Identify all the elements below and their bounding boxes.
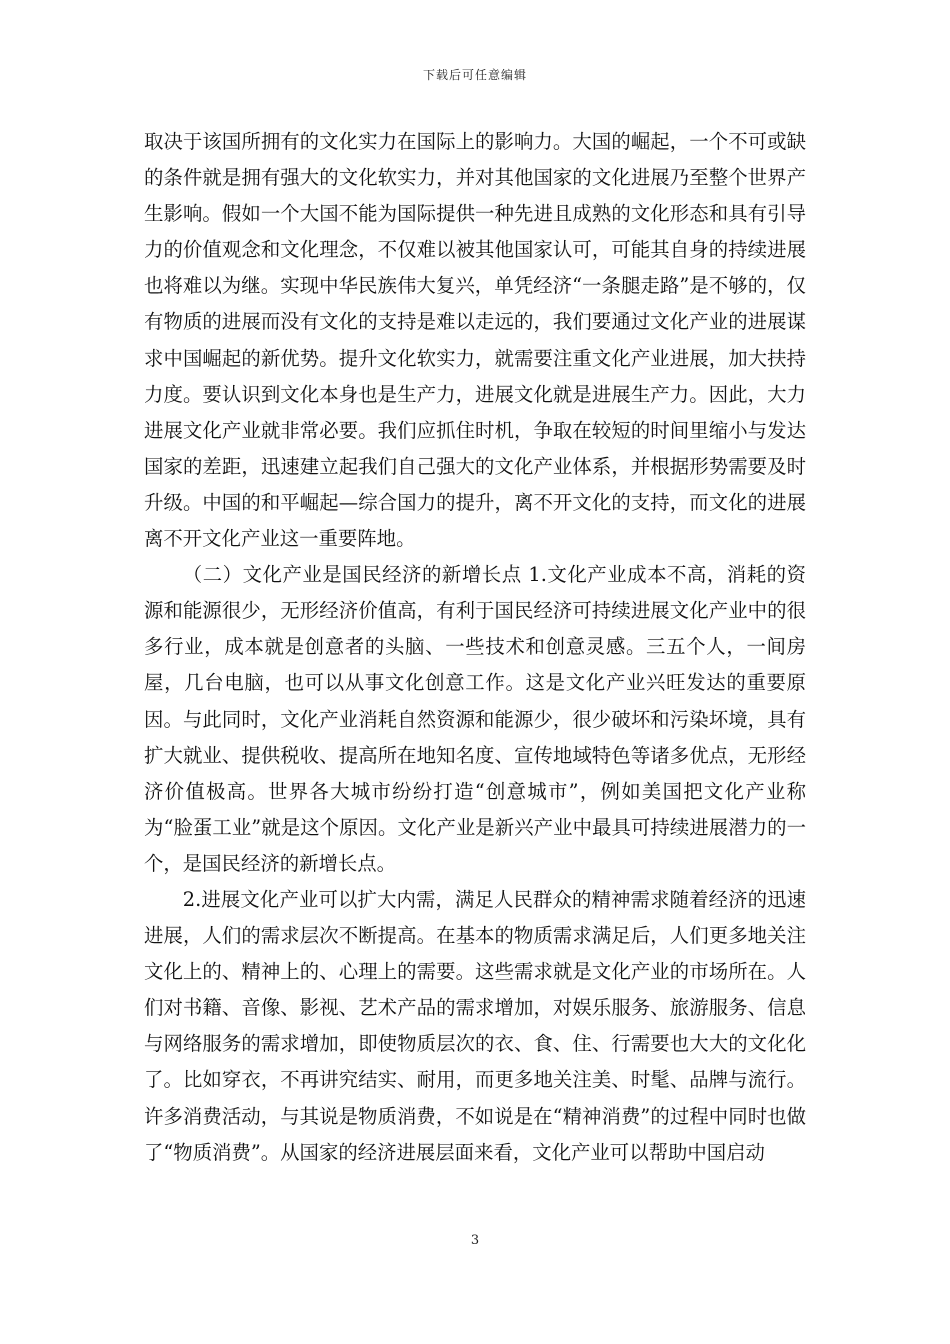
paragraph-section-two: （二）文化产业是国民经济的新增长点 1.文化产业成本不高，消耗的资源和能源很少，无形经济价值高，有利于国民经济可持续进展文化产业中的很多行业，成本就是创意者的头脑、一些技术和创意灵感。三五个人，一间房屋，几台电脑，也可以从事文化创意工作。这是文化产业兴旺发达的重要原因。与此同时，文化产业消耗自然资源和能源少，很少破坏和污染坏境，具有扩大就业、提供税收、提高所在地知名度、宣传地域特色等诸多优点，无形经济价值极高。世界各大城市纷纷打造“创意城市”，例如美国把文化产业称为“脸蛋工业”就是这个原因。文化产业是新兴产业中最具可持续进展潜力的一个，是国民经济的新增长点。 [144,563,806,875]
paragraph-point-two: 2.进展文化产业可以扩大内需，满足人民群众的精神需求随着经济的迅速进展，人们的需求层次不断提高。在基本的物质需求满足后，人们更多地关注文化上的、精神上的、心理上的需要。这些需求就是文化产业的市场所在。人们对书籍、音像、影视、艺术产品的需求增加，对娱乐服务、旅游服务、信息与网络服务的需求增加，即使物质层次的衣、食、住、行需要也大大的文化化了。比如穿衣，不再讲究结实、耐用，而更多地关注美、时髦、品牌与流行。许多消费活动，与其说是物质消费，不如说是在“精神消费”的过程中同时也做了“物质消费”。从国家的经济进展层面来看，文化产业可以帮助中国启动 [144,887,806,1164]
page-header: 下载后可任意编辑 [422,68,527,82]
document-body [144,124,806,1171]
paragraph-continuation: 取决于该国所拥有的文化实力在国际上的影响力。大国的崛起，一个不可或缺的条件就是拥有强大的文化软实力，并对其他国家的文化进展乃至整个世界产生影响。假如一个大国不能为国际提供一种先进且成熟的文化形态和具有引导力的价值观念和文化理念，不仅难以被其他国家认可，可能其自身的持续进展也将难以为继。实现中华民族伟大复兴，单凭经济“一条腿走路”是不够的，仅有物质的进展而没有文化的支持是难以走远的，我们要通过文化产业的进展谋求中国崛起的新优势。提升文化软实力，就需要注重文化产业进展，加大扶持力度。要认识到文化本身也是生产力，进展文化就是进展生产力。因此，大力进展文化产业就非常必要。我们应抓住时机，争取在较短的时间里缩小与发达国家的差距，迅速建立起我们自己强大的文化产业体系，并根据形势需要及时升级。中国的和平崛起—综合国力的提升，离不开文化的支持，而文化的进展离不开文化产业这一重要阵地。 [144,130,806,551]
page-number: 3 [470,1233,480,1248]
